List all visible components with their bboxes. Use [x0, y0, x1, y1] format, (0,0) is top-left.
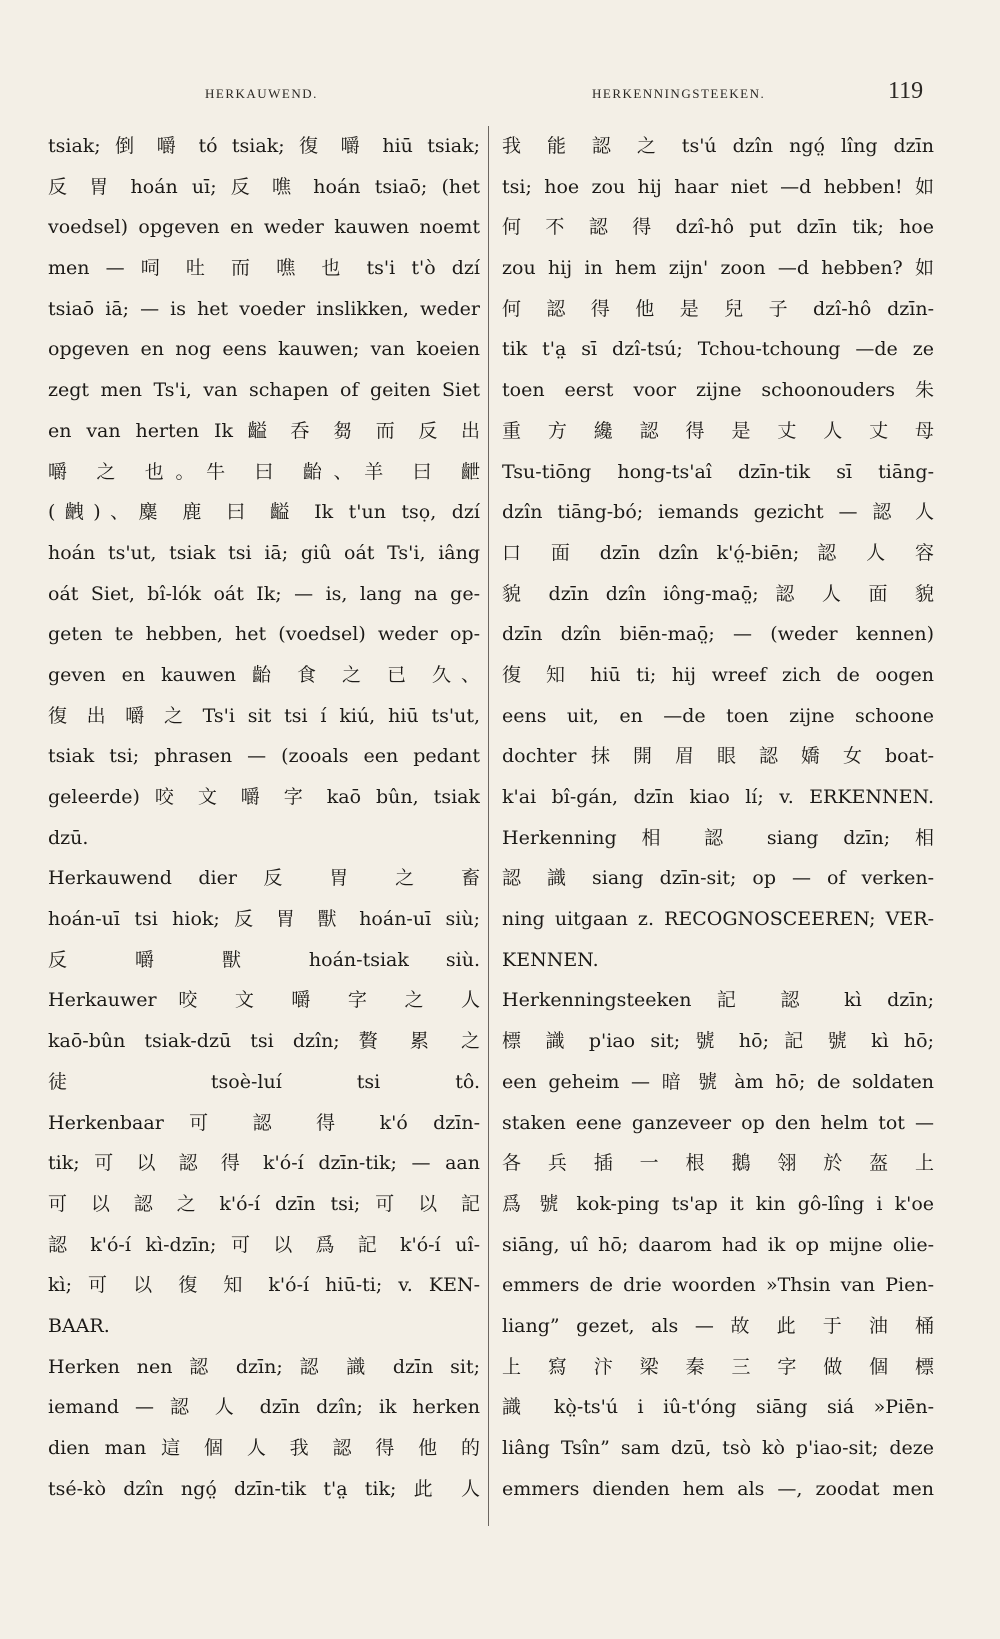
- text-line: 認 k'ó-í kì-dzīn; 可 以 爲 記 k'ó-í uî-: [48, 1233, 480, 1256]
- text-line: iemand — 認 人 dzīn dzîn; ik herken: [48, 1396, 480, 1419]
- text-line: oát Siet, bî-lók oát Ik; — is, lang na ge-: [48, 582, 480, 605]
- left-column: [48, 126, 480, 1509]
- text-line: 口 面 dzīn dzîn k'ó̤-biēn; 認 人 容: [502, 541, 934, 564]
- text-line: opgeven en nog eens kauwen; van koeien: [48, 338, 480, 361]
- text-line: Herkauwer 咬 文 嚼 字 之 人: [48, 989, 480, 1012]
- text-line: KENNEN.: [502, 948, 599, 971]
- text-line: Herkenbaar 可 認 得 k'ó dzīn-: [48, 1111, 480, 1134]
- text-line: zou hij in hem zijn' zoon —d hebben? 如: [502, 257, 934, 280]
- text-line: zegt men Ts'i, van schapen of geiten Siet: [48, 379, 480, 402]
- text-line: tsiak tsi; phrasen — (zooals een pedant: [48, 745, 480, 768]
- text-line: dzū.: [48, 826, 89, 849]
- text-line: Herken nen 認 dzīn; 認 識 dzīn sit;: [48, 1355, 480, 1378]
- text-line: Herkauwend dier 反 胃 之 畜: [48, 867, 480, 890]
- text-line: toen eerst voor zijne schoonouders 朱: [502, 379, 934, 402]
- text-line: 我 能 認 之 ts'ú dzîn ngó̤ lîng dzīn: [502, 135, 934, 157]
- text-line: 嚼 之 也。牛 曰 齝、羊 曰 齛: [48, 460, 480, 483]
- text-line: emmers de drie woorden »Thsin van Pien-: [502, 1274, 934, 1297]
- text-line: 爲 號 kok-ping ts'ap it kin gô-lîng i k'oe: [502, 1192, 934, 1215]
- text-line: liang” gezet, als — 故 此 于 油 桶: [502, 1314, 934, 1337]
- text-line: 認 識 siang dzīn-sit; op — of verken-: [502, 867, 934, 890]
- text-line: ning uitgaan z. RECOGNOSCEEREN; VER-: [502, 908, 934, 931]
- column-divider: [488, 126, 489, 1526]
- right-column: [502, 126, 934, 1509]
- text-line: BAAR.: [48, 1314, 110, 1337]
- text-line: tsi; hoe zou hij haar niet —d hebben! 如: [502, 175, 934, 198]
- text-line: tsiaō iā; — is het voeder inslikken, weder: [48, 297, 480, 320]
- text-line: tsiak; 倒 嚼 tó tsiak; 復 嚼 hiū tsiak;: [48, 135, 480, 157]
- text-line: 各 兵 插 一 根 鵝 翎 於 盔 上: [502, 1152, 934, 1175]
- running-head-right: HERKENNINGSTEEKEN.: [592, 86, 766, 101]
- text-line: 復 出 嚼 之 Ts'i sit tsi í kiú, hiū ts'ut,: [48, 704, 480, 727]
- text-line: 反 胃 hoán uī; 反 噍 hoán tsiaō; (het: [48, 175, 480, 198]
- text-line: staken eene ganzeveer op den helm tot —: [502, 1111, 934, 1134]
- text-line: voedsel) opgeven en weder kauwen noemt: [48, 216, 480, 239]
- text-line: hoán-uī tsi hiok; 反 胃 獸 hoán-uī siù;: [48, 908, 480, 931]
- text-line: tik; 可 以 認 得 k'ó-í dzīn-tik; — aan: [48, 1152, 480, 1175]
- text-line: men — 呞 吐 而 噍 也 ts'i t'ò dzí: [48, 257, 480, 280]
- text-line: siāng, uî hō; daarom had ik op mijne olie-: [502, 1233, 934, 1256]
- running-head-left: HERKAUWEND.: [205, 86, 318, 101]
- text-line: 標 識 p'iao sit; 號 hō; 記 號 kì hō;: [502, 1030, 934, 1053]
- text-line: 識 kò̤-ts'ú i iû-t'óng siāng siá »Piēn-: [502, 1396, 934, 1419]
- text-line: 反 嚼 獸 hoán-tsiak siù.: [48, 948, 480, 971]
- text-line: Herkenningsteeken 記 認 kì dzīn;: [502, 989, 934, 1012]
- text-line: eens uit, en —de toen zijne schoone: [502, 704, 934, 727]
- text-line: tik t'a̤ sī dzî-tsú; Tchou-tchoung —de ze: [502, 338, 934, 361]
- text-line: 貌 dzīn dzîn iông-maō̤; 認 人 面 貌: [502, 582, 934, 605]
- text-line: en van herten Ik 齸 呑 芻 而 反 出: [48, 419, 480, 442]
- page-number: 119: [888, 78, 924, 104]
- text-line: dzîn tiāng-bó; iemands gezicht — 認 人: [502, 501, 934, 524]
- text-line: een geheim — 暗 號 àm hō; de soldaten: [502, 1070, 934, 1093]
- text-line: Herkenning 相 認 siang dzīn; 相: [502, 826, 934, 849]
- text-line: 復 知 hiū ti; hij wreef zich de oogen: [502, 663, 934, 686]
- text-line: kaō-bûn tsiak-dzū tsi dzîn; 贅 累 之: [48, 1030, 480, 1053]
- text-line: geleerde) 咬 文 嚼 字 kaō bûn, tsiak: [48, 786, 480, 808]
- text-line: 重 方 纔 認 得 是 丈 人 丈 母: [502, 419, 934, 442]
- text-line: 可 以 認 之 k'ó-í dzīn tsi; 可 以 記: [48, 1192, 480, 1215]
- text-line: geten te hebben, het (voedsel) weder op-: [48, 623, 480, 646]
- text-line: liâng Tsîn” sam dzū, tsò kò p'iao-sit; deze: [502, 1437, 934, 1459]
- text-line: emmers dienden hem als —, zoodat men: [502, 1477, 934, 1500]
- text-line: hoán ts'ut, tsiak tsi iā; giû oát Ts'i, iâng: [48, 541, 480, 564]
- text-line: 徒 tsoè-luí tsi tô.: [48, 1070, 480, 1093]
- text-line: dien man 這 個 人 我 認 得 他 的: [48, 1437, 480, 1459]
- running-head: [0, 80, 1000, 110]
- text-line: dzīn dzîn biēn-maō̤; — (weder kennen): [502, 623, 934, 646]
- text-line: 何 認 得 他 是 兒 子 dzî-hô dzīn-: [502, 297, 934, 320]
- text-line: 上 寫 汴 梁 秦 三 字 做 個 標: [502, 1355, 934, 1378]
- text-line: kì; 可 以 復 知 k'ó-í hiū-ti; v. KEN-: [48, 1274, 480, 1297]
- text-line: geven en kauwen 齝 食 之 已 久、: [48, 663, 480, 686]
- text-line: k'ai bî-gán, dzīn kiao lí; v. ERKENNEN.: [502, 786, 934, 808]
- text-line: Tsu-tiōng hong-ts'aî dzīn-tik sī tiāng-: [502, 460, 934, 483]
- text-line: tsé-kò dzîn ngó̤ dzīn-tik t'a̤ tik; 此 人: [48, 1477, 480, 1500]
- text-line: 何 不 認 得 dzî-hô put dzīn tik; hoe: [502, 216, 934, 239]
- text-line: (齥)、麋 鹿 曰 齸 Ik t'un tsọ, dzí: [48, 501, 480, 524]
- text-line: dochter 抹 開 眉 眼 認 嬌 女 boat-: [502, 745, 934, 768]
